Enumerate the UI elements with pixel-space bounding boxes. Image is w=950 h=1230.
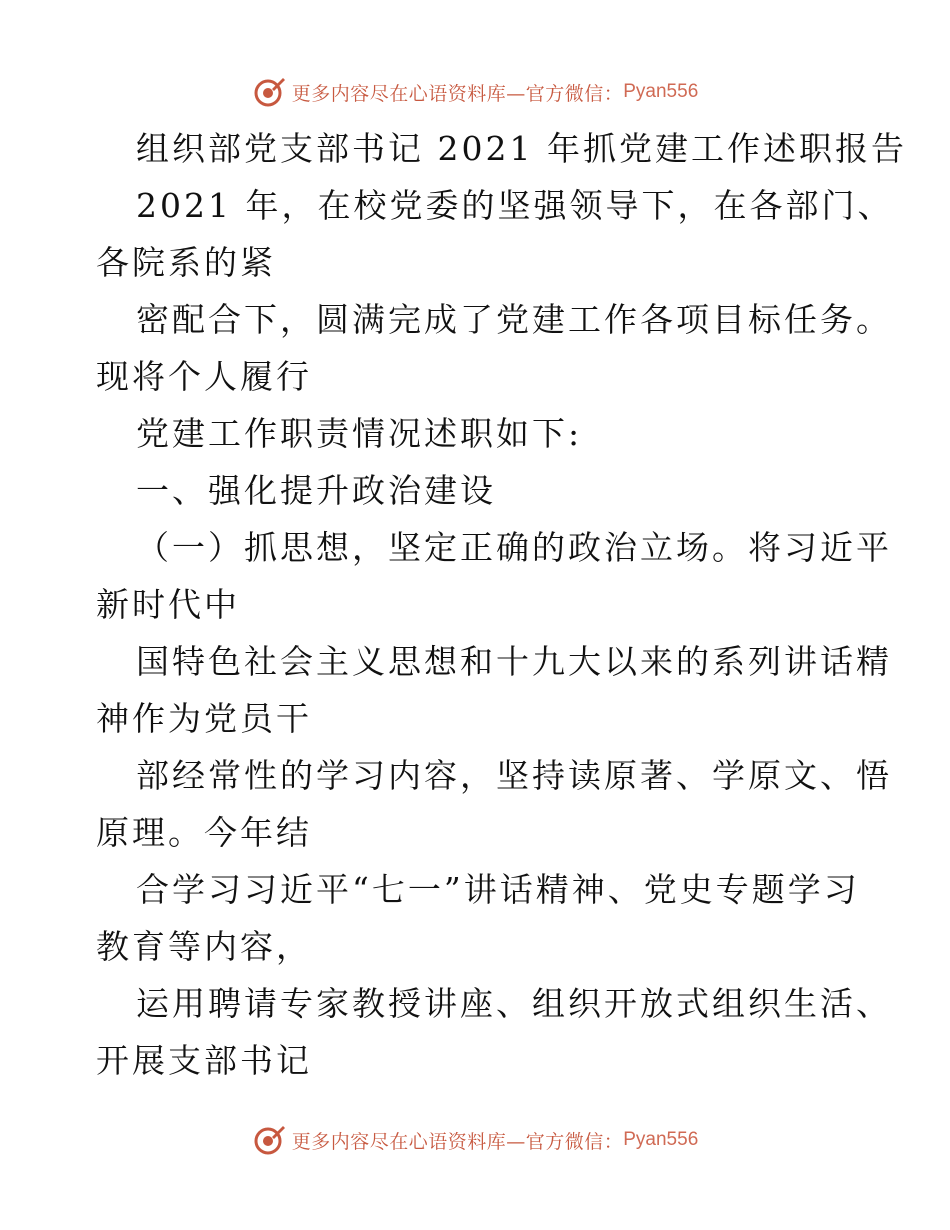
paragraph-line: 党建工作职责情况述职如下: — [136, 414, 583, 453]
paragraph-line: 运用聘请专家教授讲座、组织开放式组织生活、 — [136, 984, 892, 1023]
document-title: 组织部党支部书记 2021 年抓党建工作述职报告 — [136, 129, 907, 168]
paragraph-line: 合学习习近平“七一”讲话精神、党史专题学习 — [136, 870, 860, 909]
paragraph-line: 神作为党员干 — [96, 699, 312, 738]
paragraph-line: 2021 年，在校党委的坚强领导下，在各部门、 — [136, 186, 894, 225]
paragraph-line: 各院系的紧 — [96, 243, 276, 282]
paragraph-line: 新时代中 — [96, 585, 240, 624]
footer-banner — [0, 1120, 950, 1160]
pen-logo-icon — [252, 1123, 286, 1157]
paragraph-line: 国特色社会主义思想和十九大以来的系列讲话精 — [136, 642, 892, 681]
banner-text: 更多内容尽在心语资料库—官方微信： — [291, 1130, 624, 1153]
banner-wechat-id: Pyan556 — [623, 1129, 699, 1150]
paragraph-line: 开展支部书记 — [96, 1041, 312, 1080]
paragraph-line: 现将个人履行 — [96, 357, 312, 396]
document-body — [96, 120, 907, 1089]
banner-wechat-id: Pyan556 — [623, 81, 699, 102]
banner-text: 更多内容尽在心语资料库—官方微信： — [291, 82, 624, 105]
paragraph-line: 部经常性的学习内容，坚持读原著、学原文、悟 — [136, 756, 892, 795]
subsection-line: （一）抓思想，坚定正确的政治立场。将习近平 — [136, 528, 892, 567]
section-heading: 一、强化提升政治建设 — [136, 471, 496, 510]
pen-logo-icon — [252, 75, 286, 109]
paragraph-line: 教育等内容， — [96, 927, 312, 966]
header-banner — [0, 72, 950, 112]
paragraph-line: 原理。今年结 — [96, 813, 312, 852]
paragraph-line: 密配合下，圆满完成了党建工作各项目标任务。 — [136, 300, 892, 339]
